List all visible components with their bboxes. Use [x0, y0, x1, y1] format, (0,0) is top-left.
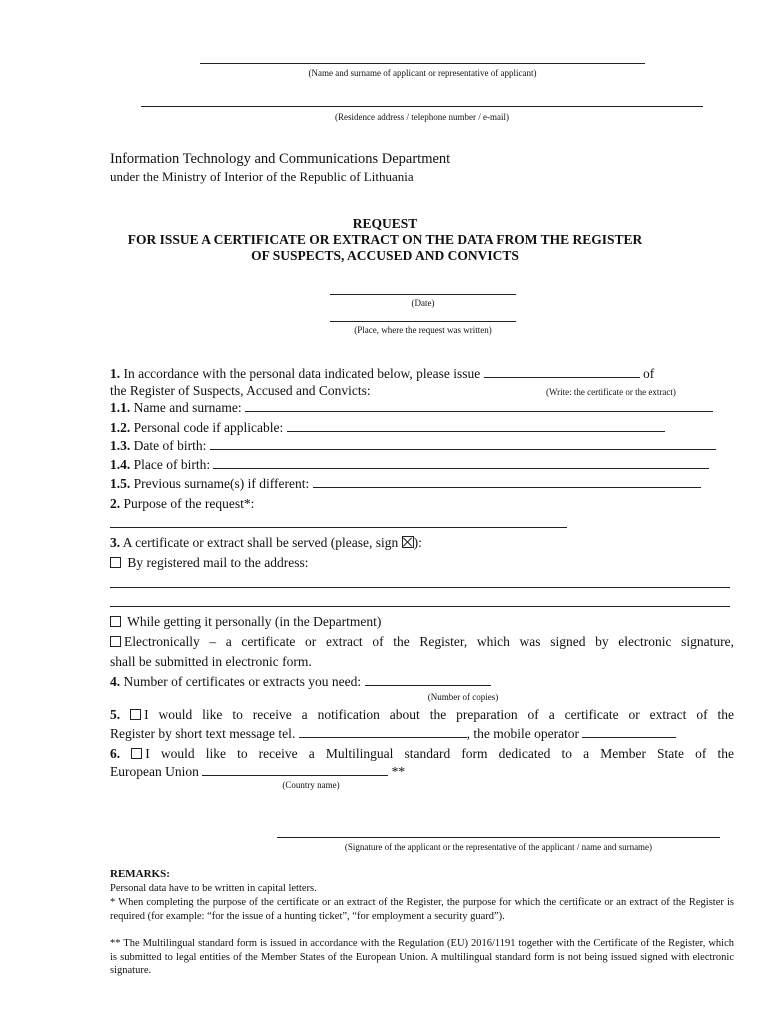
option-registered-mail [110, 555, 308, 571]
option-personal-pickup [110, 614, 381, 630]
section-3-delivery [110, 535, 422, 551]
country-row [110, 764, 405, 780]
section-1-number: 1. [110, 366, 121, 381]
field-label: Place of birth: [133, 457, 211, 472]
mail-address-line-2[interactable] [110, 606, 730, 607]
purpose-input-line[interactable] [110, 527, 567, 528]
mobile-operator-input[interactable] [582, 726, 676, 738]
field-number: 1.2. [110, 420, 131, 435]
place-line[interactable] [330, 321, 516, 322]
previous-surname-input[interactable] [313, 476, 701, 488]
section-2-number: 2. [110, 496, 121, 511]
field-label: Personal code if applicable: [133, 420, 284, 435]
copies-caption: (Number of copies) [427, 692, 499, 702]
department-name: Information Technology and Communications Department [110, 151, 451, 167]
section-1-line-2 [110, 383, 371, 399]
field-label: Previous surname(s) if different: [133, 476, 310, 491]
country-caption: (Country name) [282, 780, 340, 790]
remarks-line-1: Personal data have to be written in capital letters. [110, 883, 317, 894]
field-number: 1.1. [110, 400, 131, 415]
double-asterisk: ** [391, 764, 406, 779]
field-label: Name and surname: [133, 400, 242, 415]
section-1-line-1 [110, 366, 654, 382]
place-caption: (Place, where the request was written) [354, 325, 492, 335]
field-name-surname [110, 400, 713, 416]
purpose-label: Purpose of the request*: [123, 496, 255, 511]
title-line-3: OF SUSPECTS, ACCUSED AND CONVICTS [251, 248, 519, 263]
field-previous-surname [110, 476, 701, 492]
field-number: 1.3. [110, 438, 131, 453]
section-1-register-text: the Register of Suspects, Accused and Convicts: [110, 383, 371, 398]
section-6-number: 6. [110, 746, 121, 761]
multilingual-label: I would like to receive a Multilingual standard form dedicated to a Member State of the [145, 746, 735, 761]
signature-caption: (Signature of the applicant or the representative of the applicant / name and surname) [344, 842, 653, 852]
section-5-number: 5. [110, 707, 121, 722]
field-personal-code [110, 420, 665, 436]
mail-address-line-1[interactable] [110, 587, 730, 588]
remarks-line-3: ** The Multilingual standard form is issued in accordance with the Regulation (EU) 2016/1191 together with the Certificate of the Register, which is submitted to legal entities of the Member States of the European Union. A multilingual standard form is not being issued signed with electronic signature. [110, 938, 734, 977]
certificate-or-extract-field[interactable] [484, 366, 640, 378]
date-of-birth-input[interactable] [210, 438, 716, 450]
copies-label: Number of certificates or extracts you need: [123, 674, 362, 689]
section-1-of: of [642, 366, 655, 381]
personal-pickup-checkbox[interactable] [110, 616, 121, 627]
applicant-name-line[interactable] [200, 63, 645, 64]
certificate-or-extract-hint: (Write: the certificate or the extract) [546, 387, 676, 397]
electronic-label: Electronically – a certificate or extract of the Register, which was signed by electronic signature, [124, 634, 734, 649]
field-number: 1.4. [110, 457, 131, 472]
sms-phone-row [110, 726, 676, 742]
delivery-label-end: ): [413, 535, 422, 550]
country-name-input[interactable] [202, 764, 388, 776]
section-5-sms [110, 707, 734, 723]
applicant-name-caption: (Name and surname of applicant or representative of applicant) [308, 68, 537, 78]
section-6-multilingual [110, 746, 734, 762]
sms-phone-label: Register by short text message tel. [110, 726, 296, 741]
department-ministry: under the Ministry of Interior of the Republic of Lithuania [110, 169, 414, 184]
field-place-of-birth [110, 457, 709, 473]
mobile-operator-label: , the mobile operator [466, 726, 580, 741]
checked-box-icon [402, 536, 414, 548]
residence-address-caption: (Residence address / telephone number / e-mail) [335, 112, 509, 122]
signature-line[interactable] [277, 837, 720, 838]
residence-address-line[interactable] [141, 106, 703, 107]
multilingual-form-checkbox[interactable] [131, 748, 142, 759]
section-4-number: 4. [110, 674, 121, 689]
field-label: Date of birth: [133, 438, 207, 453]
field-number: 1.5. [110, 476, 131, 491]
sms-label: I would like to receive a notification about the preparation of a certificate or extract of the [144, 707, 735, 722]
place-of-birth-input[interactable] [213, 457, 709, 469]
field-date-of-birth [110, 438, 716, 454]
personal-code-input[interactable] [287, 420, 665, 432]
european-union-label: European Union [110, 764, 199, 779]
electronic-label-continued: shall be submitted in electronic form. [110, 654, 312, 669]
phone-number-input[interactable] [299, 726, 467, 738]
section-4-copies [110, 674, 491, 690]
date-caption: (Date) [411, 298, 435, 308]
registered-mail-label: By registered mail to the address: [127, 555, 309, 570]
delivery-label: A certificate or extract shall be served (please, sign [122, 535, 399, 550]
date-line[interactable] [330, 294, 516, 295]
registered-mail-checkbox[interactable] [110, 557, 121, 568]
option-electronic [110, 634, 734, 650]
remarks-heading: REMARKS: [110, 868, 170, 880]
title-request: REQUEST [352, 216, 418, 231]
section-2-purpose [110, 496, 254, 512]
section-3-number: 3. [110, 535, 121, 550]
title-line-2: FOR ISSUE A CERTIFICATE OR EXTRACT ON THE DATA FROM THE REGISTER [127, 232, 643, 247]
electronic-checkbox[interactable] [110, 636, 121, 647]
name-surname-input[interactable] [245, 400, 713, 412]
remarks-line-2: * When completing the purpose of the certificate or an extract of the Register, the purpose for which the certificate or an extract of the Register is required (for example: “for the issue of a hunting ticket”, “for employment a security guard”). [110, 897, 734, 922]
sms-notification-checkbox[interactable] [130, 709, 141, 720]
number-of-copies-input[interactable] [365, 674, 491, 686]
section-1-text: In accordance with the personal data indicated below, please issue [123, 366, 481, 381]
personal-pickup-label: While getting it personally (in the Department) [127, 614, 382, 629]
